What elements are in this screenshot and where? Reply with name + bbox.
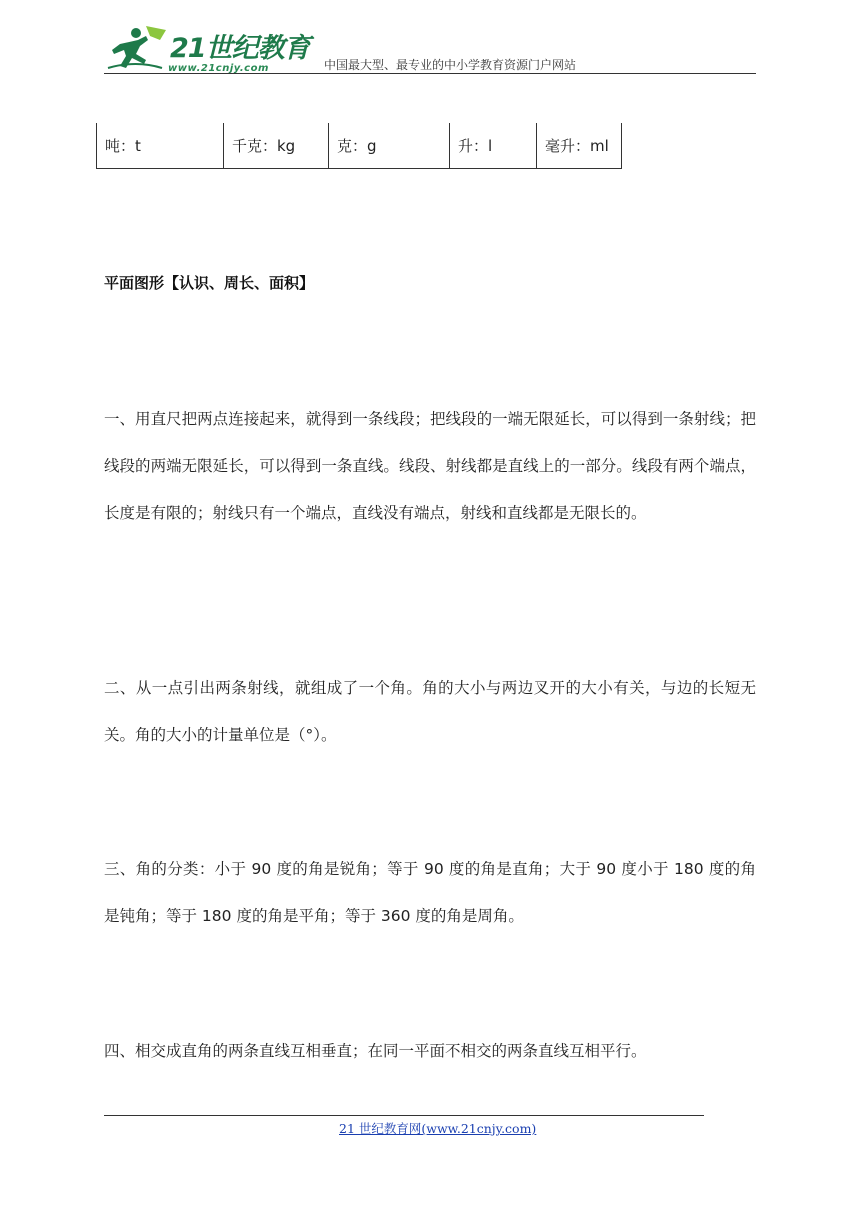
table-cell-kilogram: 千克：kg [224, 123, 329, 169]
runner-logo-icon [106, 24, 168, 74]
table-cell-milliliter: 毫升：ml [537, 123, 622, 169]
paragraph-perpendicular-parallel: 四、相交成直角的两条直线互相垂直；在同一平面不相交的两条直线互相平行。 [104, 1042, 647, 1060]
site-logo[interactable] [104, 22, 314, 74]
paragraph-angle-types: 三、角的分类：小于 90 度的角是锐角；等于 90 度的角是直角；大于 90 度小于 180 度的角是钝角；等于 180 度的角是平角；等于 360 度的角是周角。 [104, 860, 756, 925]
section-title: 平面图形【认识、周长、面积】 [104, 274, 315, 292]
header-slogan: 中国最大型、最专业的中小学教育资源门户网站 [324, 58, 577, 72]
table-cell-liter: 升：l [450, 123, 537, 169]
table-row [97, 123, 622, 169]
table-cell-gram: 克：g [329, 123, 450, 169]
footer-divider [104, 1115, 704, 1116]
page-header [104, 18, 756, 74]
paragraph-lines-rays: 一、用直尺把两点连接起来，就得到一条线段；把线段的一端无限延长，可以得到一条射线；把线段的两端无限延长，可以得到一条直线。线段、射线都是直线上的一部分。线段有两个端点，长度是有限的；射线只有一个端点，直线没有端点，射线和直线都是无限长的。 [104, 410, 756, 522]
footer-link[interactable]: 21 世纪教育网(www.21cnjy.com) [339, 1121, 537, 1136]
paragraph-angles: 二、从一点引出两条射线，就组成了一个角。角的大小与两边叉开的大小有关，与边的长短无关。角的大小的计量单位是（°）。 [104, 679, 756, 744]
units-table [96, 123, 622, 169]
logo-url: www.21cnjy.com [168, 63, 269, 74]
header-divider [104, 73, 756, 74]
logo-text: 21世纪教育 [170, 33, 310, 64]
table-cell-ton: 吨：t [97, 123, 224, 169]
